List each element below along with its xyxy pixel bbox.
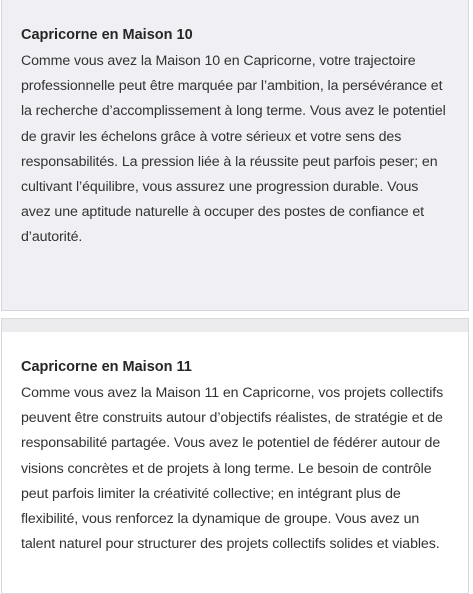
house-10-title: Capricorne en Maison 10 bbox=[21, 27, 193, 43]
house-10-text: Comme vous avez la Maison 10 en Capricorne, votre trajectoire professionnelle peut être marquée par l’ambition, la persévérance et la recherche d’accomplissement à long terme. Vous avez le potentiel de gravir les échelons grâce à votre sérieux et votre sens des responsabilités. La pression liée à la réussite peut parfois peser; en cultivant l’équilibre, vous assurez une progression durable. Vous avez une aptitude naturelle à occuper des postes de confiance et d’autorité. bbox=[21, 53, 446, 246]
house-10-card bbox=[1, 0, 469, 311]
house-11-text: Comme vous avez la Maison 11 en Capricorne, vos projets collectifs peuvent être construits autour d’objectifs réalistes, de stratégie et de responsabilité partagée. Vous avez le potentiel de fédérer autour de visions concrètes et de projets à long terme. Le besoin de contrôle peut parfois limiter la créativité collective; en intégrant plus de flexibilité, vous renforcez la dynamique de groupe. Vous avez un talent naturel pour structurer des projets collectifs solides et viables. bbox=[21, 385, 444, 553]
house-11-title: Capricorne en Maison 11 bbox=[21, 359, 192, 375]
house-11-card bbox=[1, 318, 469, 594]
